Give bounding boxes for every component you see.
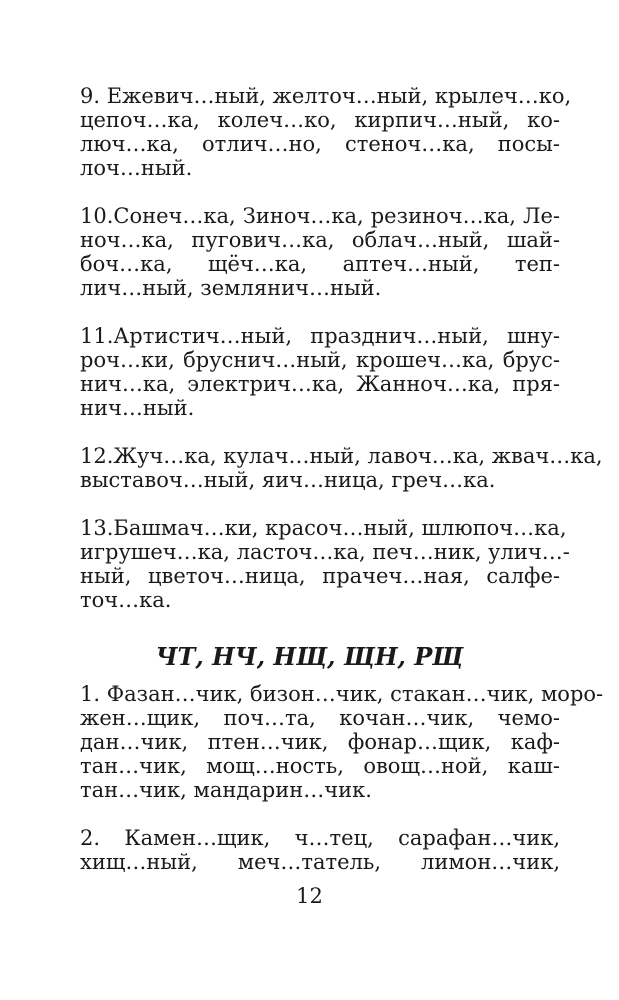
text-line: игрушеч…ка, ласточ…ка, печ…ник, улич…- [80,540,570,564]
text-line: тан…чик, мандарин…чик. [80,778,372,802]
text-line: ноч…ка, пугович…ка, облач…ный, шай- [80,228,560,252]
exercise-2 [80,826,560,874]
exercise-12 [80,444,603,492]
text-line: боч…ка, щёч…ка, аптеч…ный, теп- [80,252,560,276]
text-line: нич…ный. [80,396,195,420]
text-line: 9. Ежевич…ный, желточ…ный, крылеч…ко, [80,84,572,108]
text-line: ный, цветоч…ница, прачеч…ная, салфе- [80,564,560,588]
exercise-10 [80,204,560,300]
section-heading: ЧТ, НЧ, НЩ, ЩН, РЩ [155,642,464,671]
text-line: 2. Камен…щик, ч…тец, сарафан…чик, [80,826,560,850]
text-line: 10.Сонеч…ка, Зиноч…ка, резиноч…ка, Ле- [80,204,560,228]
exercise-13 [80,516,570,612]
text-line: цепоч…ка, колеч…ко, кирпич…ный, ко- [80,108,560,132]
exercise-11 [80,324,560,420]
text-line: точ…ка. [80,588,172,612]
text-line: хищ…ный, меч…татель, лимон…чик, [80,850,560,874]
text-line: роч…ки, бруснич…ный, крошеч…ка, брус- [80,348,560,372]
text-line: 12.Жуч…ка, кулач…ный, лавоч…ка, жвач…ка, [80,444,603,468]
page-number: 12 [296,884,323,908]
exercise-1 [80,682,604,802]
text-line: жен…щик, поч…та, кочан…чик, чемо- [80,706,560,730]
text-line: 1. Фазан…чик, бизон…чик, стакан…чик, моро- [80,682,604,706]
text-line: лоч…ный. [80,156,193,180]
text-line: 13.Башмач…ки, красоч…ный, шлюпоч…ка, [80,516,567,540]
text-line: нич…ка, электрич…ка, Жанноч…ка, пря- [80,372,560,396]
text-line: лич…ный, землянич…ный. [80,276,382,300]
text-line: люч…ка, отлич…но, стеноч…ка, посы- [80,132,560,156]
exercise-9 [80,84,572,180]
text-line: 11.Артистич…ный, празднич…ный, шну- [80,324,560,348]
text-line: тан…чик, мощ…ность, овощ…ной, каш- [80,754,560,778]
text-line: выставоч…ный, яич…ница, греч…ка. [80,468,496,492]
text-line: дан…чик, птен…чик, фонар…щик, каф- [80,730,560,754]
